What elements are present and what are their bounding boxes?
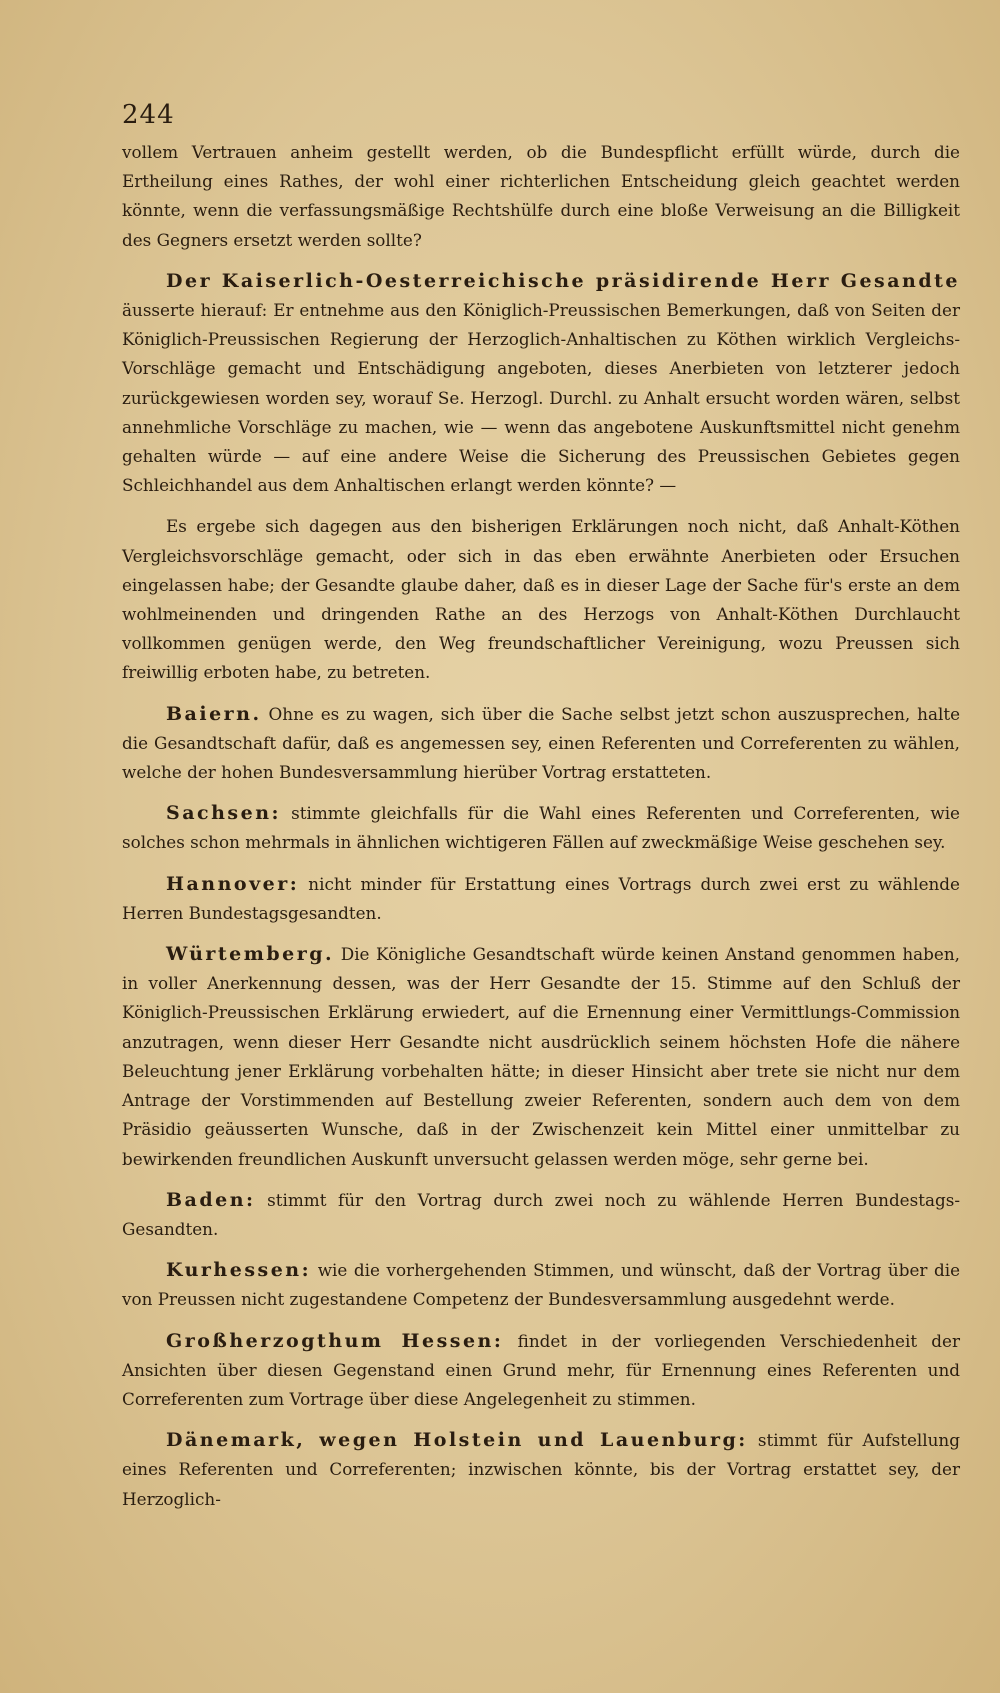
speaker-name: Würtemberg. <box>166 943 335 966</box>
paragraph <box>122 1426 960 1514</box>
speaker-name: Großherzogthum Hessen: <box>166 1329 504 1352</box>
paragraph-text: nicht minder für Erstattung eines Vortrags durch zwei erst zu wählende Herren Bundestagsgesandten. <box>122 873 960 923</box>
paragraph <box>122 700 960 788</box>
paragraph <box>122 1256 960 1314</box>
speaker-name: Baden: <box>166 1188 256 1211</box>
paragraph-text: stimmte gleichfalls für die Wahl eines Referenten und Correferenten, wie solches schon mehrmals in ähnlichen wichtigeren Fällen auf zweckmäßige Weise geschehen sey. <box>122 803 960 853</box>
paragraph-text: stimmt für Aufstellung eines Referenten und Correferenten; inzwischen könnte, bis der Vortrag erstattet sey, der Herzoglich- <box>122 1430 960 1509</box>
speaker-name: Dänemark, wegen Holstein und Lauenburg: <box>166 1429 748 1452</box>
paragraph <box>122 870 960 928</box>
paragraph-text: vollem Vertrauen anheim gestellt werden, ob die Bundespflicht erfüllt würde, durch die Ertheilung eines Rathes, der wohl einer richterlichen Entscheidung gleich geachtet werden könnte, wenn die verfassungsmäßige Rechtshülfe durch eine bloße Verweisung an die Billigkeit des Gegners ersetzt werden sollte? <box>122 142 960 250</box>
speaker-name: Der Kaiserlich-Oesterreichische präsidirende Herr Gesandte <box>166 269 960 292</box>
paragraph-text: Es ergebe sich dagegen aus den bisherigen Erklärungen noch nicht, daß Anhalt-Köthen Vergleichsvorschläge gemacht, oder sich in das eben erwähnte Anerbieten oder Ersuchen eingelassen habe; der Gesandte glaube daher, daß es in dieser Lage der Sache für's erste an dem wohlmeinenden und dringenden Rathe an des Herzogs von Anhalt-Köthen Durchlaucht vollkommen genügen werde, den Weg freundschaftlicher Vereinigung, wozu Preussen sich freiwillig erboten habe, zu betreten. <box>122 516 960 683</box>
paragraph <box>122 1186 960 1244</box>
paragraph <box>122 267 960 501</box>
paragraph-text: Ohne es zu wagen, sich über die Sache selbst jetzt schon auszusprechen, halte die Gesandtschaft dafür, daß es angemessen sey, einen Referenten und Correferenten zu wählen, welche der hohen Bundesversammlung hierüber Vortrag erstatteten. <box>122 703 960 783</box>
page-number: 244 <box>122 100 175 130</box>
paragraph <box>122 138 960 255</box>
paragraph <box>122 1327 960 1415</box>
paragraph-text: Die Königliche Gesandtschaft würde keinen Anstand genommen haben, in voller Anerkennung dessen, was der Herr Gesandte der 15. Stimme auf den Schluß der Königlich-Preussischen Erklärung erwiedert, auf die Ernennung einer Vermittlungs-Commission anzutragen, wenn dieser Herr Gesandte nicht ausdrücklich seinem höchsten Hofe die nähere Beleuchtung jener Erklärung vorbehalten hätte; in dieser Hinsicht aber trete sie nicht nur dem Antrage der Vorstimmenden auf Bestellung zweier Referenten, sondern auch dem von dem Präsidio geäusserten Wunsche, daß in der Zwischenzeit kein Mittel einer unmittelbar zu bewirkenden freundlichen Auskunft unversucht gelassen werden möge, sehr gerne bei. <box>122 944 960 1169</box>
paragraph <box>122 940 960 1174</box>
paragraph <box>122 512 960 687</box>
paragraph-text: äusserte hierauf: Er entnehme aus den Königlich-Preussischen Bemerkungen, daß von Seiten der Königlich-Preussischen Regierung der Herzoglich-Anhaltischen zu Köthen wirklich Vergleichs-Vorschläge gemacht und Entschädigung angeboten, dieses Anerbieten von letzterer jedoch zurückgewiesen worden sey, worauf Se. Herzogl. Durchl. zu Anhalt ersucht worden wären, selbst annehmliche Vorschläge zu machen, wie — wenn das angebotene Auskunftsmittel nicht genehm gehalten würde — auf eine andere Weise die Sicherung des Preussischen Gebietes gegen Schleichhandel aus dem Anhaltischen erlangt werden könnte? — <box>122 300 960 496</box>
paragraph-text: stimmt für den Vortrag durch zwei noch zu wählende Herren Bundestags-Gesandten. <box>122 1189 961 1239</box>
body-text <box>122 138 960 1514</box>
speaker-name: Kurhessen: <box>166 1259 312 1282</box>
speaker-name: Sachsen: <box>166 802 282 825</box>
paragraph <box>122 799 960 857</box>
speaker-name: Hannover: <box>166 872 300 895</box>
paragraph-text: wie die vorhergehenden Stimmen, und wünscht, daß der Vortrag über die von Preussen nicht zugestandene Competenz der Bundesversammlung ausgedehnt werde. <box>122 1260 960 1310</box>
paragraph-text: findet in der vorliegenden Verschiedenheit der Ansichten über diesen Gegenstand einen Grund mehr, für Ernennung eines Referenten und Correferenten zum Vortrage über diese Angelegenheit zu stimmen. <box>122 1330 960 1409</box>
speaker-name: Baiern. <box>166 702 262 725</box>
